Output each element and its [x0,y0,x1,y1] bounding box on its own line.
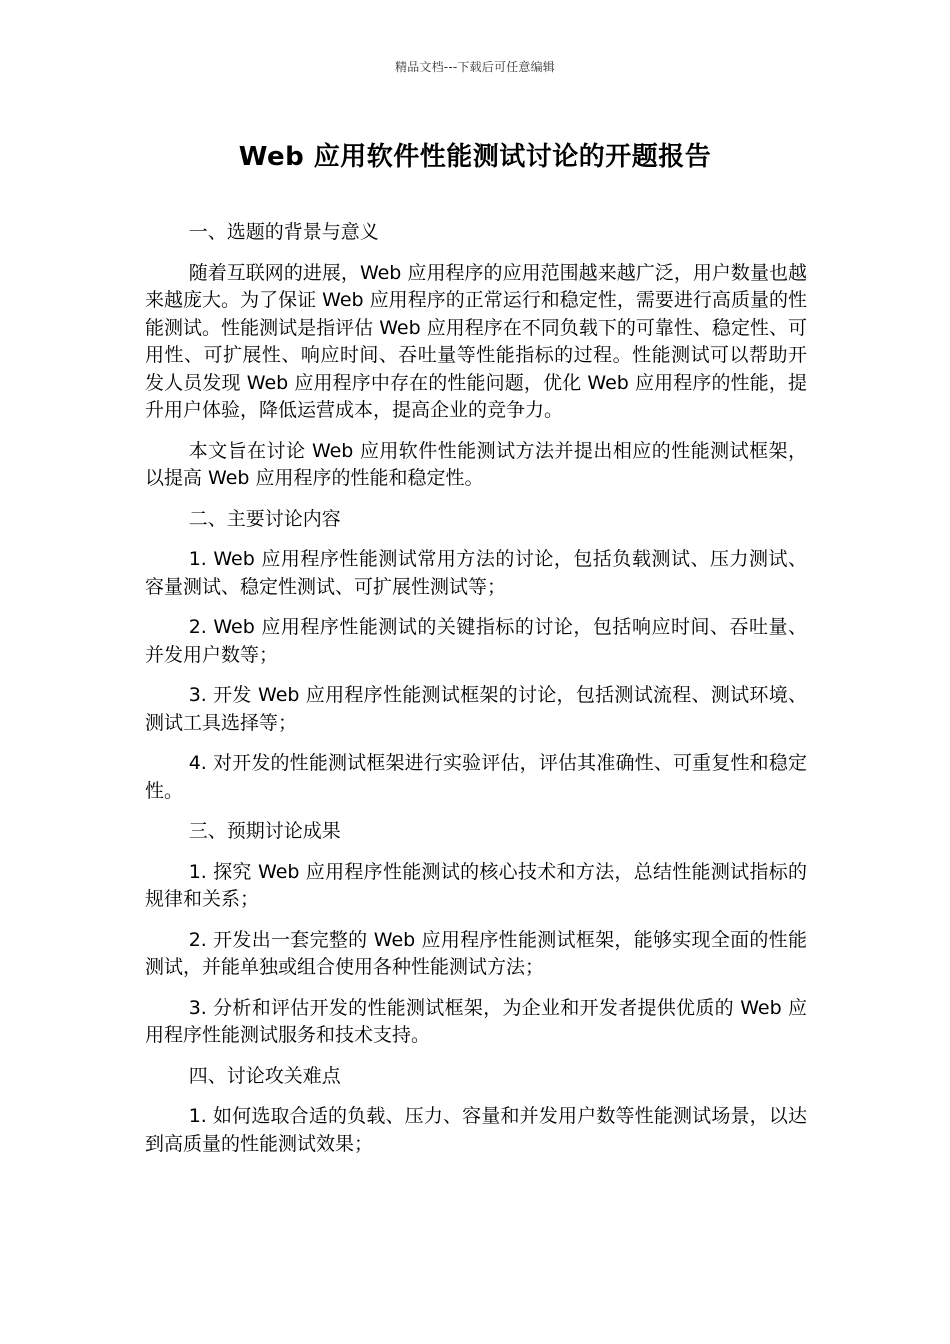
list-item-content-2: 2. Web 应用程序性能测试的关键指标的讨论，包括响应时间、吞吐量、并发用户数等； [145,616,807,666]
section-heading-difficulties: 四、讨论攻关难点 [188,1064,341,1087]
paragraph-purpose: 本文旨在讨论 Web 应用软件性能测试方法并提出相应的性能测试框架，以提高 Web 应用程序的性能和稳定性。 [145,439,807,489]
list-item-result-2: 2. 开发出一套完整的 Web 应用程序性能测试框架，能够实现全面的性能测试，并能单独或组合使用各种性能测试方法； [145,928,807,978]
section-heading-background: 一、选题的背景与意义 [188,221,379,243]
list-item-content-4: 4. 对开发的性能测试框架进行实验评估，评估其准确性、可重复性和稳定性。 [145,752,807,802]
document-body [145,219,807,1171]
list-item-result-3: 3. 分析和评估开发的性能测试框架，为企业和开发者提供优质的 Web 应用程序性能测试服务和技术支持。 [145,996,807,1046]
document-title: Web 应用软件性能测试讨论的开题报告 [238,142,712,172]
list-item-difficulty-1: 1. 如何选取合适的负载、压力、容量和并发用户数等性能测试场景，以达到高质量的性能测试效果； [145,1105,807,1155]
header-note: 精品文档---下载后可任意编辑 [395,60,555,74]
list-item-content-1: 1. Web 应用程序性能测试常用方法的讨论，包括负载测试、压力测试、容量测试、稳定性测试、可扩展性测试等； [145,548,807,598]
list-item-content-3: 3. 开发 Web 应用程序性能测试框架的讨论，包括测试流程、测试环境、测试工具选择等； [145,684,807,734]
section-heading-expected-results: 三、预期讨论成果 [188,820,341,842]
section-heading-main-content: 二、主要讨论内容 [188,507,341,530]
list-item-result-1: 1. 探究 Web 应用程序性能测试的核心技术和方法，总结性能测试指标的规律和关系； [145,860,807,910]
paragraph-background: 随着互联网的进展，Web 应用程序的应用范围越来越广泛，用户数量也越来越庞大。为了保证 Web 应用程序的正常运行和稳定性，需要进行高质量的性能测试。性能测试是指评估 Web 应用程序在不同负载下的可靠性、稳定性、可用性、可扩展性、响应时间、吞吐量等性能指标的过程。性能测试可以帮助开发人员发现 Web 应用程序中存在的性能问题，优化 Web 应用程序的性能，提升用户体验，降低运营成本，提高企业的竞争力。 [145,261,807,421]
